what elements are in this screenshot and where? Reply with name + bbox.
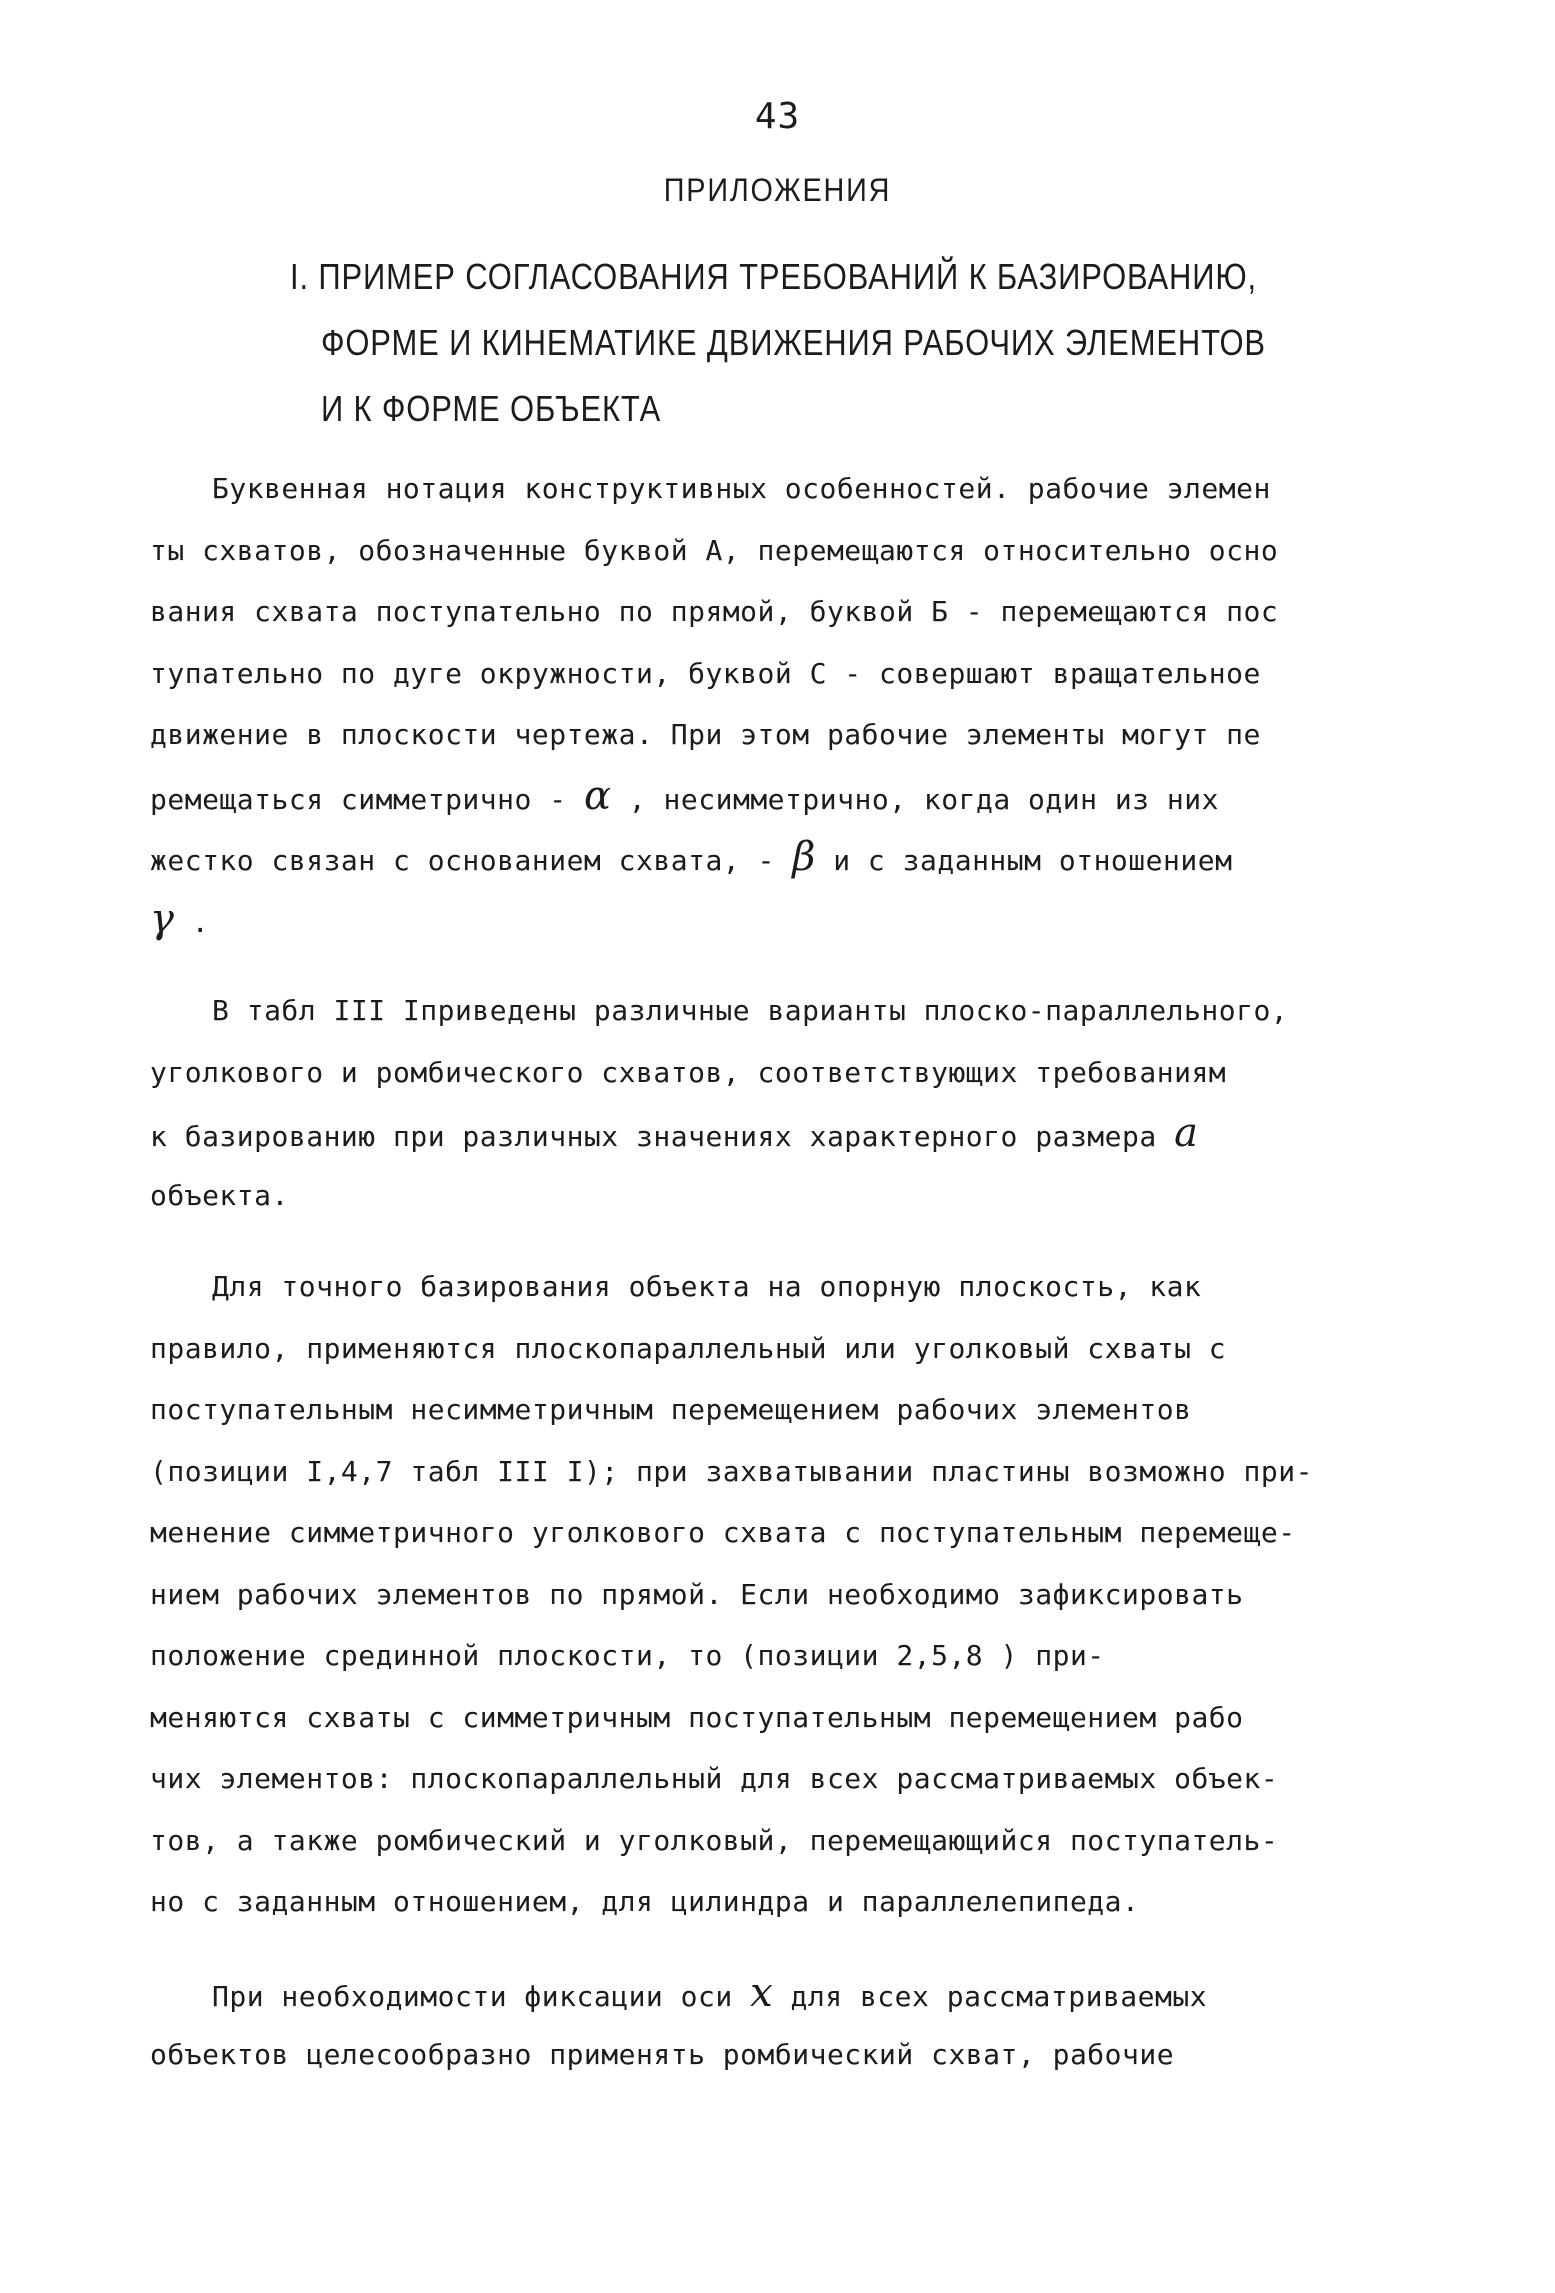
p2-line-3-text-a: к базированию при различных значениях характерного размера — [150, 1120, 1175, 1153]
p1-line-3: вания схвата поступательно по прямой, буквой Б - перемещаются пос — [150, 595, 1279, 628]
p2-line-4: объекта. — [150, 1178, 289, 1212]
p3-line-11: но с заданным отношением, для цилиндра и параллелепипеда. — [150, 1885, 1140, 1918]
page-number: 43 — [754, 96, 801, 137]
p3-line-1: Для точного базирования объекта на опорную плоскость, как — [212, 1270, 1202, 1303]
heading-line-1: I. ПРИМЕР СОГЛАСОВАНИЯ ТРЕБОВАНИЙ К БАЗИРОВАНИЮ, — [290, 256, 1257, 297]
p1-line-7-text-a: жестко связан с основанием схвата, - — [150, 844, 793, 877]
section-heading — [290, 244, 1266, 442]
p4-line-1 — [150, 1963, 1330, 2025]
p1-line-4: тупательно по дуге окружности, буквой С - совершают вращательное — [150, 656, 1261, 690]
p2-line-3 — [150, 1103, 1330, 1165]
p2-line-2: уголкового и ромбического схватов, соответствующих требованиям — [150, 1055, 1227, 1089]
p3-line-4: (позиции I,4,7 табл III I); при захватывании пластины возможно при- — [150, 1454, 1313, 1488]
p4-line-1-text-a: При необходимости фиксации оси — [212, 1979, 751, 2013]
p1-line-6 — [150, 766, 1330, 828]
x-symbol: x — [750, 1969, 774, 2016]
p3-line-8: меняются схваты с симметричным поступательным перемещением рабо — [150, 1700, 1244, 1734]
p3-line-5: менение симметричного уголкового схвата с поступательным перемеще- — [150, 1516, 1296, 1549]
p3-line-10: тов, а также ромбический и уголковый, перемещающийся поступатель- — [150, 1823, 1279, 1857]
p3-line-9: чих элементов: плоскопараллельный для всех рассматриваемых объек- — [150, 1762, 1279, 1795]
a-symbol: a — [1174, 1110, 1199, 1156]
p1-line-5: движение в плоскости чертежа. При этом рабочие элементы могут пе — [150, 718, 1261, 751]
paragraph-3 — [150, 1256, 1330, 1933]
beta-symbol: β — [792, 834, 816, 880]
paragraph-1 — [150, 458, 1330, 950]
p1-line-8 — [150, 889, 1330, 951]
p3-line-7: положение срединной плоскости, то (позиции 2,5,8 ) при- — [150, 1639, 1105, 1672]
p1-line-7-text-b: и с заданным отношением — [815, 844, 1233, 877]
p3-line-3: поступательным несимметричным перемещением рабочих элементов — [150, 1393, 1192, 1426]
p1-line-6-text-b: , несимметрично, когда один из них — [611, 782, 1219, 816]
appendix-title: ПРИЛОЖЕНИЯ — [663, 172, 892, 208]
p1-line-7 — [150, 827, 1330, 889]
alpha-symbol: α — [583, 772, 612, 819]
document-body — [150, 458, 1330, 2086]
p1-line-1: Буквенная нотация конструктивных особенностей. рабочие элемен — [212, 472, 1271, 505]
p4-line-2: объектов целесообразно применять ромбический схват, рабочие — [150, 2038, 1175, 2071]
p3-line-6: нием рабочих элементов по прямой. Если необходимо зафиксировать — [150, 1577, 1244, 1611]
p2-line-1: В табл III Iприведены различные варианты плоско-параллельного, — [212, 994, 1289, 1027]
p1-line-8-text-b: . — [174, 905, 210, 939]
p1-line-2: ты схватов, обозначенные буквой А, перемещаются относительно осно — [150, 533, 1279, 567]
p3-line-2: правило, применяются плоскопараллельный или уголковый схваты с — [150, 1331, 1227, 1365]
gamma-symbol: γ — [150, 895, 175, 942]
heading-line-3: И К ФОРМЕ ОБЪЕКТА — [320, 388, 662, 429]
paragraph-2 — [150, 980, 1330, 1226]
paragraph-4 — [150, 1963, 1330, 2086]
p1-line-6-text-a: ремещаться симметрично - — [150, 782, 584, 816]
p4-line-1-text-b: для всех рассматриваемых — [773, 1979, 1208, 2013]
heading-line-2: ФОРМЕ И КИНЕМАТИКЕ ДВИЖЕНИЯ РАБОЧИХ ЭЛЕМЕНТОВ — [320, 322, 1266, 363]
